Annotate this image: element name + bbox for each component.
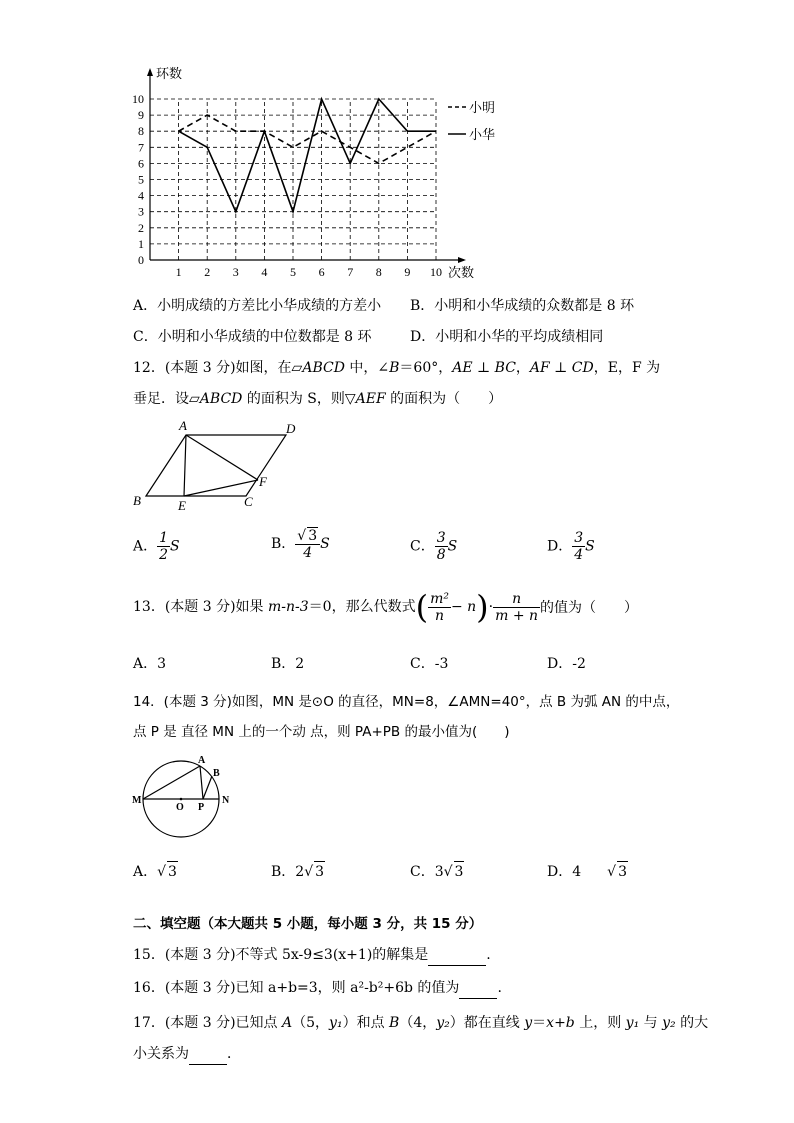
x-tick-label: 8 (375, 265, 382, 279)
x-tick-label: 5 (290, 265, 296, 279)
chart-axes (147, 68, 466, 263)
q14-option-d: D．4 √ 3 (547, 861, 628, 882)
x-tick-label: 2 (204, 265, 211, 279)
q14-stem-line2: 点 P 是 直径 MN 上的一个动 点，则 PA+PB 的最小值为( ) (133, 724, 510, 740)
q11-option-b: B．小明和小华成绩的众数都是 8 环 (410, 298, 635, 314)
q11-option-d: D．小明和小华的平均成绩相同 (410, 329, 604, 345)
q14-option-c: C．3√ 3 (410, 861, 464, 882)
answer-blank[interactable] (428, 945, 486, 966)
q11-option-c: C．小明和小华成绩的中位数都是 8 环 (133, 329, 372, 345)
x-axis-arrow-icon (458, 257, 466, 263)
section-heading: 二、填空题（本大题共 5 小题，每小题 3 分，共 15 分） (133, 916, 483, 932)
chart-series (179, 99, 436, 212)
q16-stem: 16．(本题 3 分)已知 a+b=3，则 a²-b²+6b 的值为 . (133, 978, 502, 999)
y-tick-label: 3 (138, 204, 144, 219)
q11-option-a: A．小明成绩的方差比小华成绩的方差小 (133, 298, 382, 314)
y-tick-label: 5 (138, 172, 144, 187)
q12-option-a: A． $\frac{1}{2}$ S (133, 530, 180, 563)
y-tick-label: 10 (132, 92, 144, 106)
q14-option-a: A．√ 3 (133, 861, 178, 882)
x-axis-label: 次数 (448, 265, 475, 280)
x-tick-label: 4 (261, 265, 268, 279)
point-label-m: M (132, 795, 142, 806)
y-axis-label: 环数 (156, 66, 183, 81)
chart-grid (150, 99, 436, 260)
q13-option-b: B．2 (271, 656, 305, 672)
y-tick-label: 7 (138, 140, 144, 155)
q13-option-c: C．-3 (410, 656, 449, 672)
series-line (179, 99, 436, 212)
parallelogram-figure (128, 418, 308, 518)
answer-blank[interactable] (189, 1044, 227, 1065)
answer-blank[interactable] (459, 978, 497, 999)
point-label-b: B (133, 493, 141, 508)
y-tick-label: 8 (138, 124, 144, 139)
parallelogram-symbol-icon: ▱ (291, 360, 303, 376)
q14-option-b: B．2√ 3 (271, 861, 325, 882)
point-label-d: D (286, 421, 296, 436)
point-label-a: A (179, 418, 187, 433)
point-label-p: P (198, 802, 205, 813)
q13-option-a: A．3 (133, 656, 167, 672)
x-tick-label: 6 (318, 265, 325, 279)
x-tick-label: 3 (232, 265, 239, 279)
y-tick-label: 1 (138, 236, 144, 251)
y-tick-label: 6 (138, 156, 144, 171)
legend-label: 小明 (469, 100, 496, 115)
point-label-f: F (259, 474, 267, 489)
y-tick-label: 0 (138, 253, 144, 267)
point-label-o: O (176, 802, 184, 813)
y-tick-label: 2 (138, 220, 144, 235)
point-label-b: B (213, 768, 220, 779)
y-axis-arrow-icon (147, 68, 153, 76)
circle-figure (128, 752, 238, 844)
x-tick-label: 10 (430, 265, 442, 279)
parallelogram-symbol-icon: ▱ (189, 391, 200, 407)
x-tick-label: 7 (347, 265, 354, 279)
q15-stem: 15．(本题 3 分)不等式 5x-9≤3(x+1)的解集是 . (133, 945, 491, 966)
y-tick-label: 9 (138, 108, 144, 123)
y-tick-label: 4 (138, 188, 144, 203)
point-label-c: C (244, 494, 253, 509)
x-tick-label: 9 (404, 265, 411, 279)
q14-stem-line1: 14．(本题 3 分)如图，MN 是⊙O 的直径，MN=8，∠AMN=40°，点 B 为弧 AN 的中点， (133, 694, 680, 710)
q13-stem: 13．(本题 3 分)如果 m-n-3＝0，那么代数式( $\frac{\text{m²}}{n}$ − n)· $\frac{n}{m + n}$ 的值为（ ） (133, 588, 639, 626)
q12-option-b: B． $\frac{√ 3}{4}$ S (271, 528, 330, 561)
point-label-e: E (178, 498, 186, 513)
legend-label: 小华 (469, 127, 496, 142)
line-chart (120, 60, 520, 290)
point-label-n: N (222, 795, 230, 806)
chart-legend (448, 100, 495, 142)
q17-stem-line2: 小关系为 ． (133, 1044, 241, 1065)
q12-option-d: D． $\frac{3}{4}$ S (547, 530, 595, 563)
q12-stem-line2: 垂足．设▱ABCD 的面积为 S，则▽AEF 的面积为（ ） (133, 391, 503, 407)
x-tick-label: 1 (175, 265, 182, 279)
q17-stem-line1: 17．(本题 3 分)已知点 A（5，y₁）和点 B（4，y₂）都在直线 y＝x+b 上，则 y₁ 与 y₂ 的大 (133, 1015, 709, 1031)
q13-option-d: D．-2 (547, 656, 586, 672)
triangle-symbol-icon: ▽ (344, 391, 356, 407)
q12-option-c: C． $\frac{3}{8}$ S (410, 530, 458, 563)
point-label-a: A (198, 755, 206, 766)
q12-stem-line1: 12．(本题 3 分)如图，在▱ABCD 中，∠B＝60°，AE ⊥ BC，AF ⊥ CD，E，F 为 (133, 360, 661, 376)
